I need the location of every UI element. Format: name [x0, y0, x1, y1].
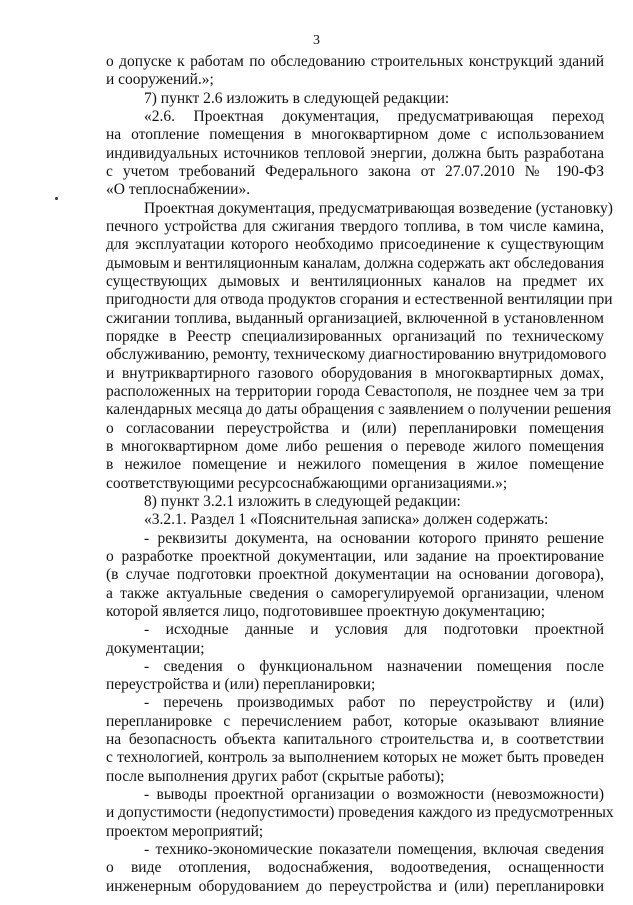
text-line: индивидуальных источников тепловой энергии, должна быть разработана: [106, 144, 604, 162]
text-line: пригодности для отвода продуктов сгорания и естественной вентиляции при: [106, 291, 613, 309]
text-line: и внутриквартирного газового оборудования в многоквартирных домах,: [106, 364, 604, 382]
text-line: сжигании топлива, выданный организацией, включенной в установленном: [106, 309, 604, 327]
text-line: Проектная документация, предусматривающая возведение (установку): [144, 199, 613, 217]
page-number: 3: [313, 33, 320, 48]
text-line: инженерным оборудованием до переустройства и (или) перепланировки: [106, 877, 604, 895]
text-line: календарных месяца до даты обращения с заявлением о получении решения: [106, 401, 612, 419]
text-line: «О теплоснабжении».: [106, 181, 251, 199]
text-line: и сооружений.»;: [106, 71, 214, 89]
text-line: печного устройства для сжигания твердого топлива, в том числе камина,: [106, 217, 604, 235]
text-line: после выполнения других работ (скрытые работы);: [106, 767, 445, 785]
text-line: перепланировке с перечислением работ, которые оказывают влияние: [106, 712, 604, 730]
text-line: 8) пункт 3.2.1 изложить в следующей редакции:: [144, 492, 461, 510]
text-line: о согласовании переустройства и (или) перепланировки помещения: [106, 419, 604, 437]
text-line: о виде отопления, водоснабжения, водоотведения, оснащенности: [106, 859, 604, 877]
text-line: - реквизиты документа, на основании которого принято решение: [144, 529, 604, 547]
text-line: обслуживанию, ремонту, техническому диагностированию внутридомового: [106, 346, 607, 364]
text-line: о разработке проектной документации, или задание на проектирование: [106, 547, 604, 565]
text-line: - выводы проектной организации о возможности (невозможности): [144, 786, 604, 804]
text-line: о допуске к работам по обследованию строительных конструкций зданий: [106, 53, 604, 70]
text-line: расположенных на территории города Севастополя, не позднее чем за три: [106, 382, 604, 400]
text-line: на безопасность объекта капитального строительства и, в соответствии: [106, 731, 604, 749]
text-line: «2.6. Проектная документация, предусматривающая переход: [144, 107, 604, 125]
margin-dot-mark: [55, 197, 58, 200]
text-line: - исходные данные и условия для подготовки проектной: [144, 621, 604, 639]
text-line: «3.2.1. Раздел 1 «Пояснительная записка» должен содержать:: [144, 511, 549, 529]
text-line: порядке в Реестр специализированных организаций по техническому: [106, 327, 604, 345]
text-line: - сведения о функциональном назначении помещения после: [144, 657, 604, 675]
text-line: существующих дымовых и вентиляционных каналов на предмет их: [106, 272, 604, 290]
document-body: [106, 53, 614, 896]
text-line: документации;: [106, 639, 205, 657]
text-line: и допустимости (недопустимости) проведения каждого из предусмотренных: [106, 804, 614, 822]
text-line: которой является лицо, подготовившее проектную документацию;: [106, 602, 546, 620]
text-line: дымовым и вентиляционным каналам, должна содержать акт обследования: [106, 254, 605, 272]
text-line: переустройства и (или) перепланировки;: [106, 676, 376, 694]
text-line: 7) пункт 2.6 изложить в следующей редакции:: [144, 89, 450, 107]
text-line: а также актуальные сведения о саморегулируемой организации, членом: [106, 584, 604, 602]
text-line: с технологией, контроль за выполнением которых не может быть проведен: [106, 749, 604, 767]
text-line: для эксплуатации которого необходимо присоединение к существующим: [106, 236, 604, 254]
text-line: на отопление помещения в многоквартирном доме с использованием: [106, 126, 604, 144]
text-line: (в случае подготовки проектной документации на основании договора),: [106, 566, 604, 584]
text-line: с учетом требований Федерального закона от 27.07.2010 № 190-ФЗ: [106, 162, 604, 180]
text-line: - технико-экономические показатели помещения, включая сведения: [144, 841, 604, 859]
text-line: соответствующими ресурсоснабжающими организациями.»;: [106, 474, 508, 492]
text-line: в нежилое помещение и нежилого помещения в жилое помещение: [106, 456, 604, 474]
text-line: в многоквартирном доме либо решения о переводе жилого помещения: [106, 437, 604, 455]
text-line: проектом мероприятий;: [106, 822, 264, 840]
text-line: - перечень производимых работ по переустройству и (или): [144, 694, 604, 712]
